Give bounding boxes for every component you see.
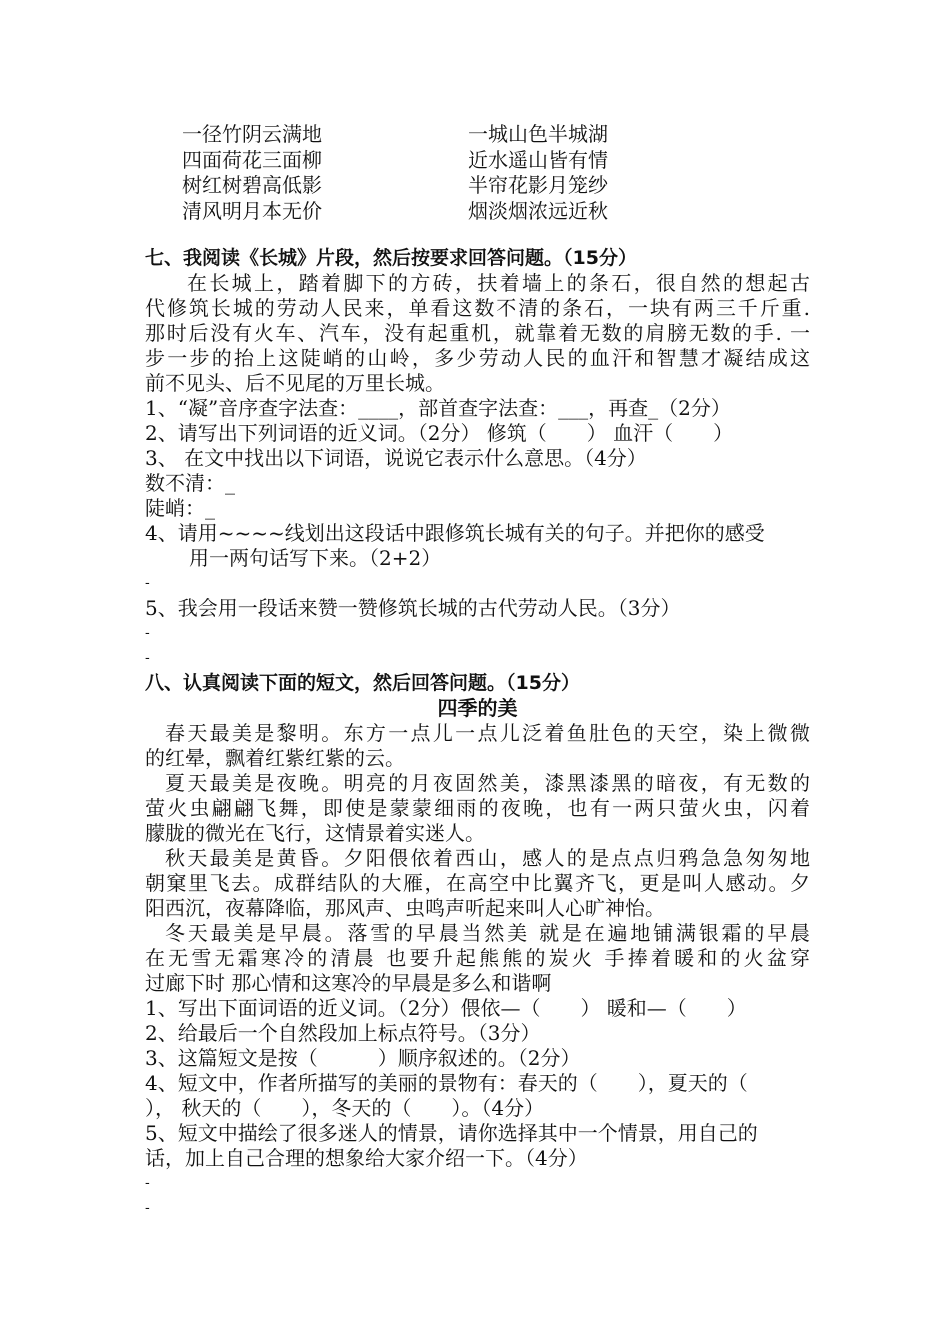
poem-block xyxy=(182,122,702,224)
answer-line-marker[interactable]: - xyxy=(145,650,150,666)
question-7-5: 5、我会用一段话来赞一赞修筑长城的古代劳动人民。（3分） xyxy=(145,596,681,620)
essay-line: 阳西沉，夜幕降临，那风声、虫鸣声听起来叫人心旷神怡。 xyxy=(145,896,665,920)
answer-line-marker[interactable]: - xyxy=(145,1175,150,1191)
answer-line-marker[interactable]: - xyxy=(145,625,150,641)
question-7-3: 3、 在文中找出以下词语，说说它表示什么意思。（4分） xyxy=(145,446,647,470)
poem-right: 烟淡烟浓远近秋 xyxy=(468,198,608,223)
section-8-title: 八、认真阅读下面的短文，然后回答问题。（15分） xyxy=(145,672,580,694)
question-7-1: 1、“凝”音序查字法查：____，部首查字法查：___，再查_（2分） xyxy=(145,396,731,420)
passage-line: 代修筑长城的劳动人民来，单看这数不清的条石，一块有两三千斤重. xyxy=(145,296,810,320)
question-7-2: 2、请写出下列词语的近义词。（2分） 修筑（ ） 血汗（ ） xyxy=(145,421,734,445)
poem-row xyxy=(182,199,702,225)
essay-line: 秋天最美是黄昏。夕阳偎依着西山，感人的是点点归鸦急急匆匆地 xyxy=(165,846,810,870)
essay-line: 夏天最美是夜晚。明亮的月夜固然美，漆黑漆黑的暗夜，有无数的 xyxy=(165,771,810,795)
question-8-3: 3、这篇短文是按（ ）顺序叙述的。（2分） xyxy=(145,1046,581,1070)
question-7-4-continued: 用一两句话写下来。（2+2） xyxy=(189,546,442,570)
exam-content xyxy=(145,246,810,1221)
question-8-4: 4、短文中，作者所描写的美丽的景物有：春天的（ ），夏天的（ xyxy=(145,1071,748,1095)
answer-line-marker[interactable]: - xyxy=(145,1200,150,1216)
poem-row xyxy=(182,148,702,174)
passage-line: 那时后没有火车、汽车，没有起重机，就靠着无数的肩膀无数的手. 一 xyxy=(145,321,810,345)
poem-left: 一径竹阴云满地 xyxy=(182,122,322,146)
poem-right: 近水遥山皆有情 xyxy=(468,147,608,172)
poem-left: 树红树碧高低影 xyxy=(182,173,322,197)
question-8-1: 1、写出下面词语的近义词。（2分）偎依—（ ） 暖和—（ ） xyxy=(145,996,747,1020)
poem-right: 一城山色半城湖 xyxy=(468,122,608,146)
passage-line: 步一步的抬上这陡峭的山岭，多少劳动人民的血汗和智慧才凝结成这 xyxy=(145,346,810,370)
poem-row xyxy=(182,122,702,148)
poem-right: 半帘花影月笼纱 xyxy=(468,173,608,197)
question-8-5-continued: 话，加上自己合理的想象给大家介绍一下。（4分） xyxy=(145,1146,588,1170)
poem-row xyxy=(182,173,702,199)
answer-line-marker[interactable]: - xyxy=(145,575,150,591)
passage-line: 前不见头、后不见尾的万里长城。 xyxy=(145,371,445,395)
essay-line: 朦胧的微光在飞行，这情景着实迷人。 xyxy=(145,821,485,845)
essay-line: 春天最美是黎明。东方一点儿一点儿泛着鱼肚色的天空，染上微微 xyxy=(165,721,810,745)
essay-line: 萤火虫翩翩飞舞，即使是蒙蒙细雨的夜晚，也有一两只萤火虫，闪着 xyxy=(145,796,810,820)
essay-line: 朝窠里飞去。成群结队的大雁，在高空中比翼齐飞，更是叫人感动。夕 xyxy=(145,871,810,895)
question-8-4-continued: ）， 秋天的（ ），冬天的（ ）。（4分） xyxy=(145,1096,545,1120)
question-7-4: 4、请用~~~~线划出这段话中跟修筑长城有关的句子。并把你的感受 xyxy=(145,521,765,545)
passage-line: 在长城上，踏着脚下的方砖，扶着墙上的条石，很自然的想起古 xyxy=(187,271,810,295)
poem-left: 清风明月本无价 xyxy=(182,198,322,223)
question-8-2: 2、给最后一个自然段加上标点符号。（3分） xyxy=(145,1021,541,1045)
essay-line: 冬天最美是早晨。落雪的早晨当然美 就是在遍地铺满银霜的早晨 xyxy=(165,921,810,945)
section-7-title: 七、我阅读《长城》片段，然后按要求回答问题。（15分） xyxy=(145,247,637,269)
essay-line: 过廊下时 那心情和这寒冷的早晨是多么和谐啊 xyxy=(145,971,552,995)
answer-blank-dou-qiao[interactable]: 陡峭：_ xyxy=(145,496,215,520)
answer-blank-shu-bu-qing[interactable]: 数不清：_ xyxy=(145,471,235,495)
poem-left: 四面荷花三面柳 xyxy=(182,147,322,172)
question-8-5: 5、短文中描绘了很多迷人的情景，请你选择其中一个情景，用自己的 xyxy=(145,1121,758,1145)
essay-line: 的红晕，飘着红紫红紫的云。 xyxy=(145,746,405,770)
essay-title: 四季的美 xyxy=(437,696,518,720)
essay-line: 在无雪无霜寒冷的清晨 也要升起熊熊的炭火 手捧着暖和的火盆穿 xyxy=(145,946,810,970)
